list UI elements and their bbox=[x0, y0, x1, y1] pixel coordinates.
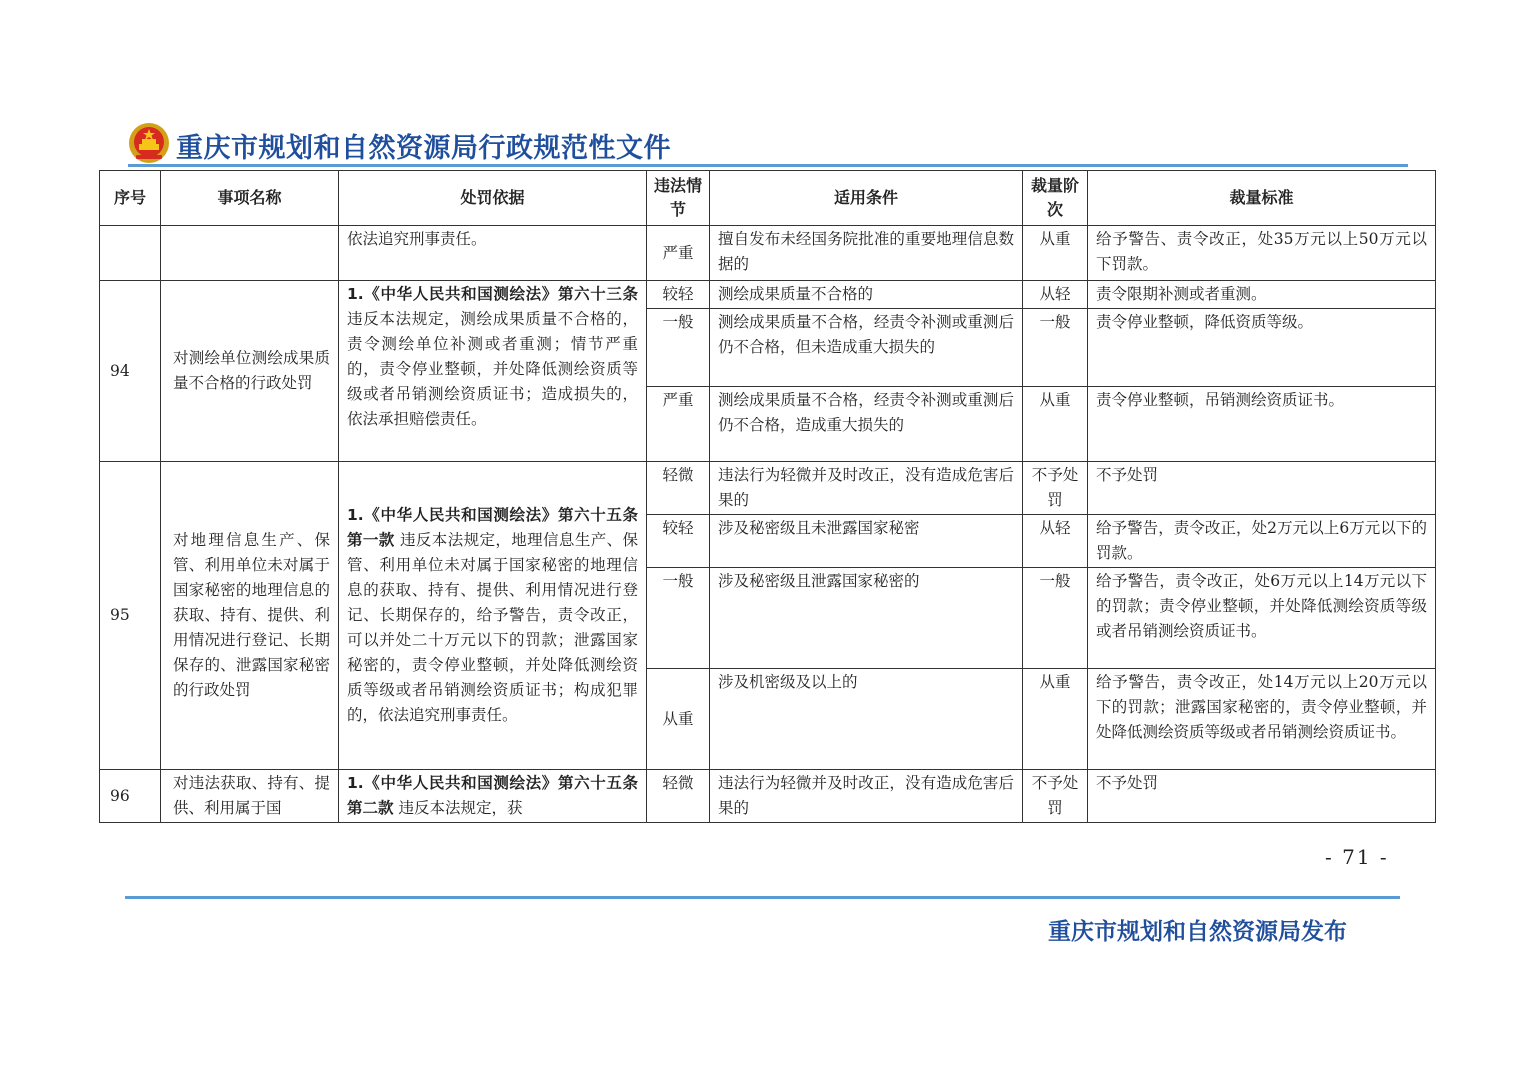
level-cell: 不予处罚 bbox=[1023, 770, 1088, 823]
condition-cell: 测绘成果质量不合格，经责令补测或重测后仍不合格，造成重大损失的 bbox=[710, 387, 1023, 462]
header-cell-standard: 裁量标准 bbox=[1088, 171, 1436, 226]
standard-cell: 不予处罚 bbox=[1088, 462, 1436, 515]
header-cell-plot: 违法情节 bbox=[647, 171, 710, 226]
standard-cell: 给予警告，责令改正，处6万元以上14万元以下的罚款；责令停业整顿，并处降低测绘资质等级或者吊销测绘资质证书。 bbox=[1088, 568, 1436, 669]
table-row bbox=[100, 226, 1436, 281]
item-name: 对违法获取、持有、提供、利用属于国 bbox=[161, 770, 339, 823]
footer-divider bbox=[125, 896, 1400, 899]
condition-cell: 涉及秘密级且泄露国家秘密的 bbox=[710, 568, 1023, 669]
penalty-table bbox=[99, 170, 1436, 823]
standard-cell: 给予警告、责令改正，处35万元以上50万元以下罚款。 bbox=[1088, 226, 1436, 281]
standard-cell: 责令限期补测或者重测。 bbox=[1088, 281, 1436, 309]
condition-cell: 测绘成果质量不合格的 bbox=[710, 281, 1023, 309]
level-cell: 一般 bbox=[1023, 309, 1088, 387]
condition-cell: 测绘成果质量不合格，经责令补测或重测后仍不合格，但未造成重大损失的 bbox=[710, 309, 1023, 387]
item-name bbox=[161, 226, 339, 281]
penalty-basis bbox=[339, 770, 647, 823]
header-cell-condition: 适用条件 bbox=[710, 171, 1023, 226]
header-divider bbox=[128, 164, 1408, 167]
level-cell: 从重 bbox=[1023, 387, 1088, 462]
penalty-basis: 依法追究刑事责任。 bbox=[339, 226, 647, 281]
table-row bbox=[100, 462, 1436, 515]
table-header-row bbox=[100, 171, 1436, 226]
row-number: 95 bbox=[100, 462, 161, 770]
standard-cell: 不予处罚 bbox=[1088, 770, 1436, 823]
level-cell: 一般 bbox=[1023, 568, 1088, 669]
plot-cell: 一般 bbox=[647, 568, 710, 669]
header-cell-level: 裁量阶次 bbox=[1023, 171, 1088, 226]
row-number: 94 bbox=[100, 281, 161, 462]
row-number: 96 bbox=[100, 770, 161, 823]
plot-cell: 一般 bbox=[647, 309, 710, 387]
header-cell-basis: 处罚依据 bbox=[339, 171, 647, 226]
level-cell: 从轻 bbox=[1023, 281, 1088, 309]
level-cell: 从重 bbox=[1023, 669, 1088, 770]
plot-cell: 严重 bbox=[647, 387, 710, 462]
national-emblem-icon bbox=[128, 122, 170, 164]
item-name: 对测绘单位测绘成果质量不合格的行政处罚 bbox=[161, 281, 339, 462]
plot-cell: 严重 bbox=[647, 226, 710, 281]
level-cell: 不予处罚 bbox=[1023, 462, 1088, 515]
standard-cell: 给予警告，责令改正，处14万元以上20万元以下的罚款；泄露国家秘密的，责令停业整顿，并处降低测绘资质等级或者吊销测绘资质证书。 bbox=[1088, 669, 1436, 770]
standard-cell: 责令停业整顿，降低资质等级。 bbox=[1088, 309, 1436, 387]
level-cell: 从轻 bbox=[1023, 515, 1088, 568]
plot-cell: 从重 bbox=[647, 669, 710, 770]
plot-cell: 轻微 bbox=[647, 770, 710, 823]
basis-text: 违反本法规定，获 bbox=[398, 799, 523, 817]
header-title: 重庆市规划和自然资源局行政规范性文件 bbox=[176, 133, 671, 164]
plot-cell: 较轻 bbox=[647, 281, 710, 309]
condition-cell: 违法行为轻微并及时改正，没有造成危害后果的 bbox=[710, 462, 1023, 515]
basis-text: 违反本法规定，测绘成果质量不合格的，责令测绘单位补测或者重测；情节严重的，责令停业整顿，并处降低测绘资质等级或者吊销测绘资质证书；造成损失的，依法承担赔偿责任。 bbox=[347, 310, 638, 428]
row-number bbox=[100, 226, 161, 281]
condition-cell: 涉及机密级及以上的 bbox=[710, 669, 1023, 770]
law-reference: 1.《中华人民共和国测绘法》第六十三条 bbox=[347, 285, 638, 303]
document-header bbox=[128, 120, 1408, 170]
footer-publisher: 重庆市规划和自然资源局发布 bbox=[1048, 919, 1347, 945]
standard-cell: 给予警告，责令改正，处2万元以上6万元以下的罚款。 bbox=[1088, 515, 1436, 568]
law-reference: 1.《中华人民共和国测绘法》第六十五条第一款 bbox=[347, 506, 638, 549]
table-row bbox=[100, 281, 1436, 309]
penalty-basis bbox=[339, 281, 647, 462]
standard-cell: 责令停业整顿，吊销测绘资质证书。 bbox=[1088, 387, 1436, 462]
header-cell-name: 事项名称 bbox=[161, 171, 339, 226]
plot-cell: 轻微 bbox=[647, 462, 710, 515]
condition-cell: 涉及秘密级且未泄露国家秘密 bbox=[710, 515, 1023, 568]
condition-cell: 擅自发布未经国务院批准的重要地理信息数据的 bbox=[710, 226, 1023, 281]
plot-cell: 较轻 bbox=[647, 515, 710, 568]
header-cell-no: 序号 bbox=[100, 171, 161, 226]
basis-text: 违反本法规定，地理信息生产、保管、利用单位未对属于国家秘密的地理信息的获取、持有、提供、利用情况进行登记、长期保存的，给予警告，责令改正，可以并处二十万元以下的罚款；泄露国家秘密的，责令停业整顿，并处降低测绘资质等级或者吊销测绘资质证书；构成犯罪的，依法追究刑事责任。 bbox=[347, 531, 638, 724]
law-reference: 1.《中华人民共和国测绘法》第六十五条第二款 bbox=[347, 774, 638, 817]
level-cell: 从重 bbox=[1023, 226, 1088, 281]
page-number: - 71 - bbox=[1325, 845, 1389, 869]
table-row bbox=[100, 770, 1436, 823]
condition-cell: 违法行为轻微并及时改正，没有造成危害后果的 bbox=[710, 770, 1023, 823]
penalty-basis bbox=[339, 462, 647, 770]
item-name: 对地理信息生产、保管、利用单位未对属于国家秘密的地理信息的获取、持有、提供、利用情况进行登记、长期保存的、泄露国家秘密的行政处罚 bbox=[161, 462, 339, 770]
